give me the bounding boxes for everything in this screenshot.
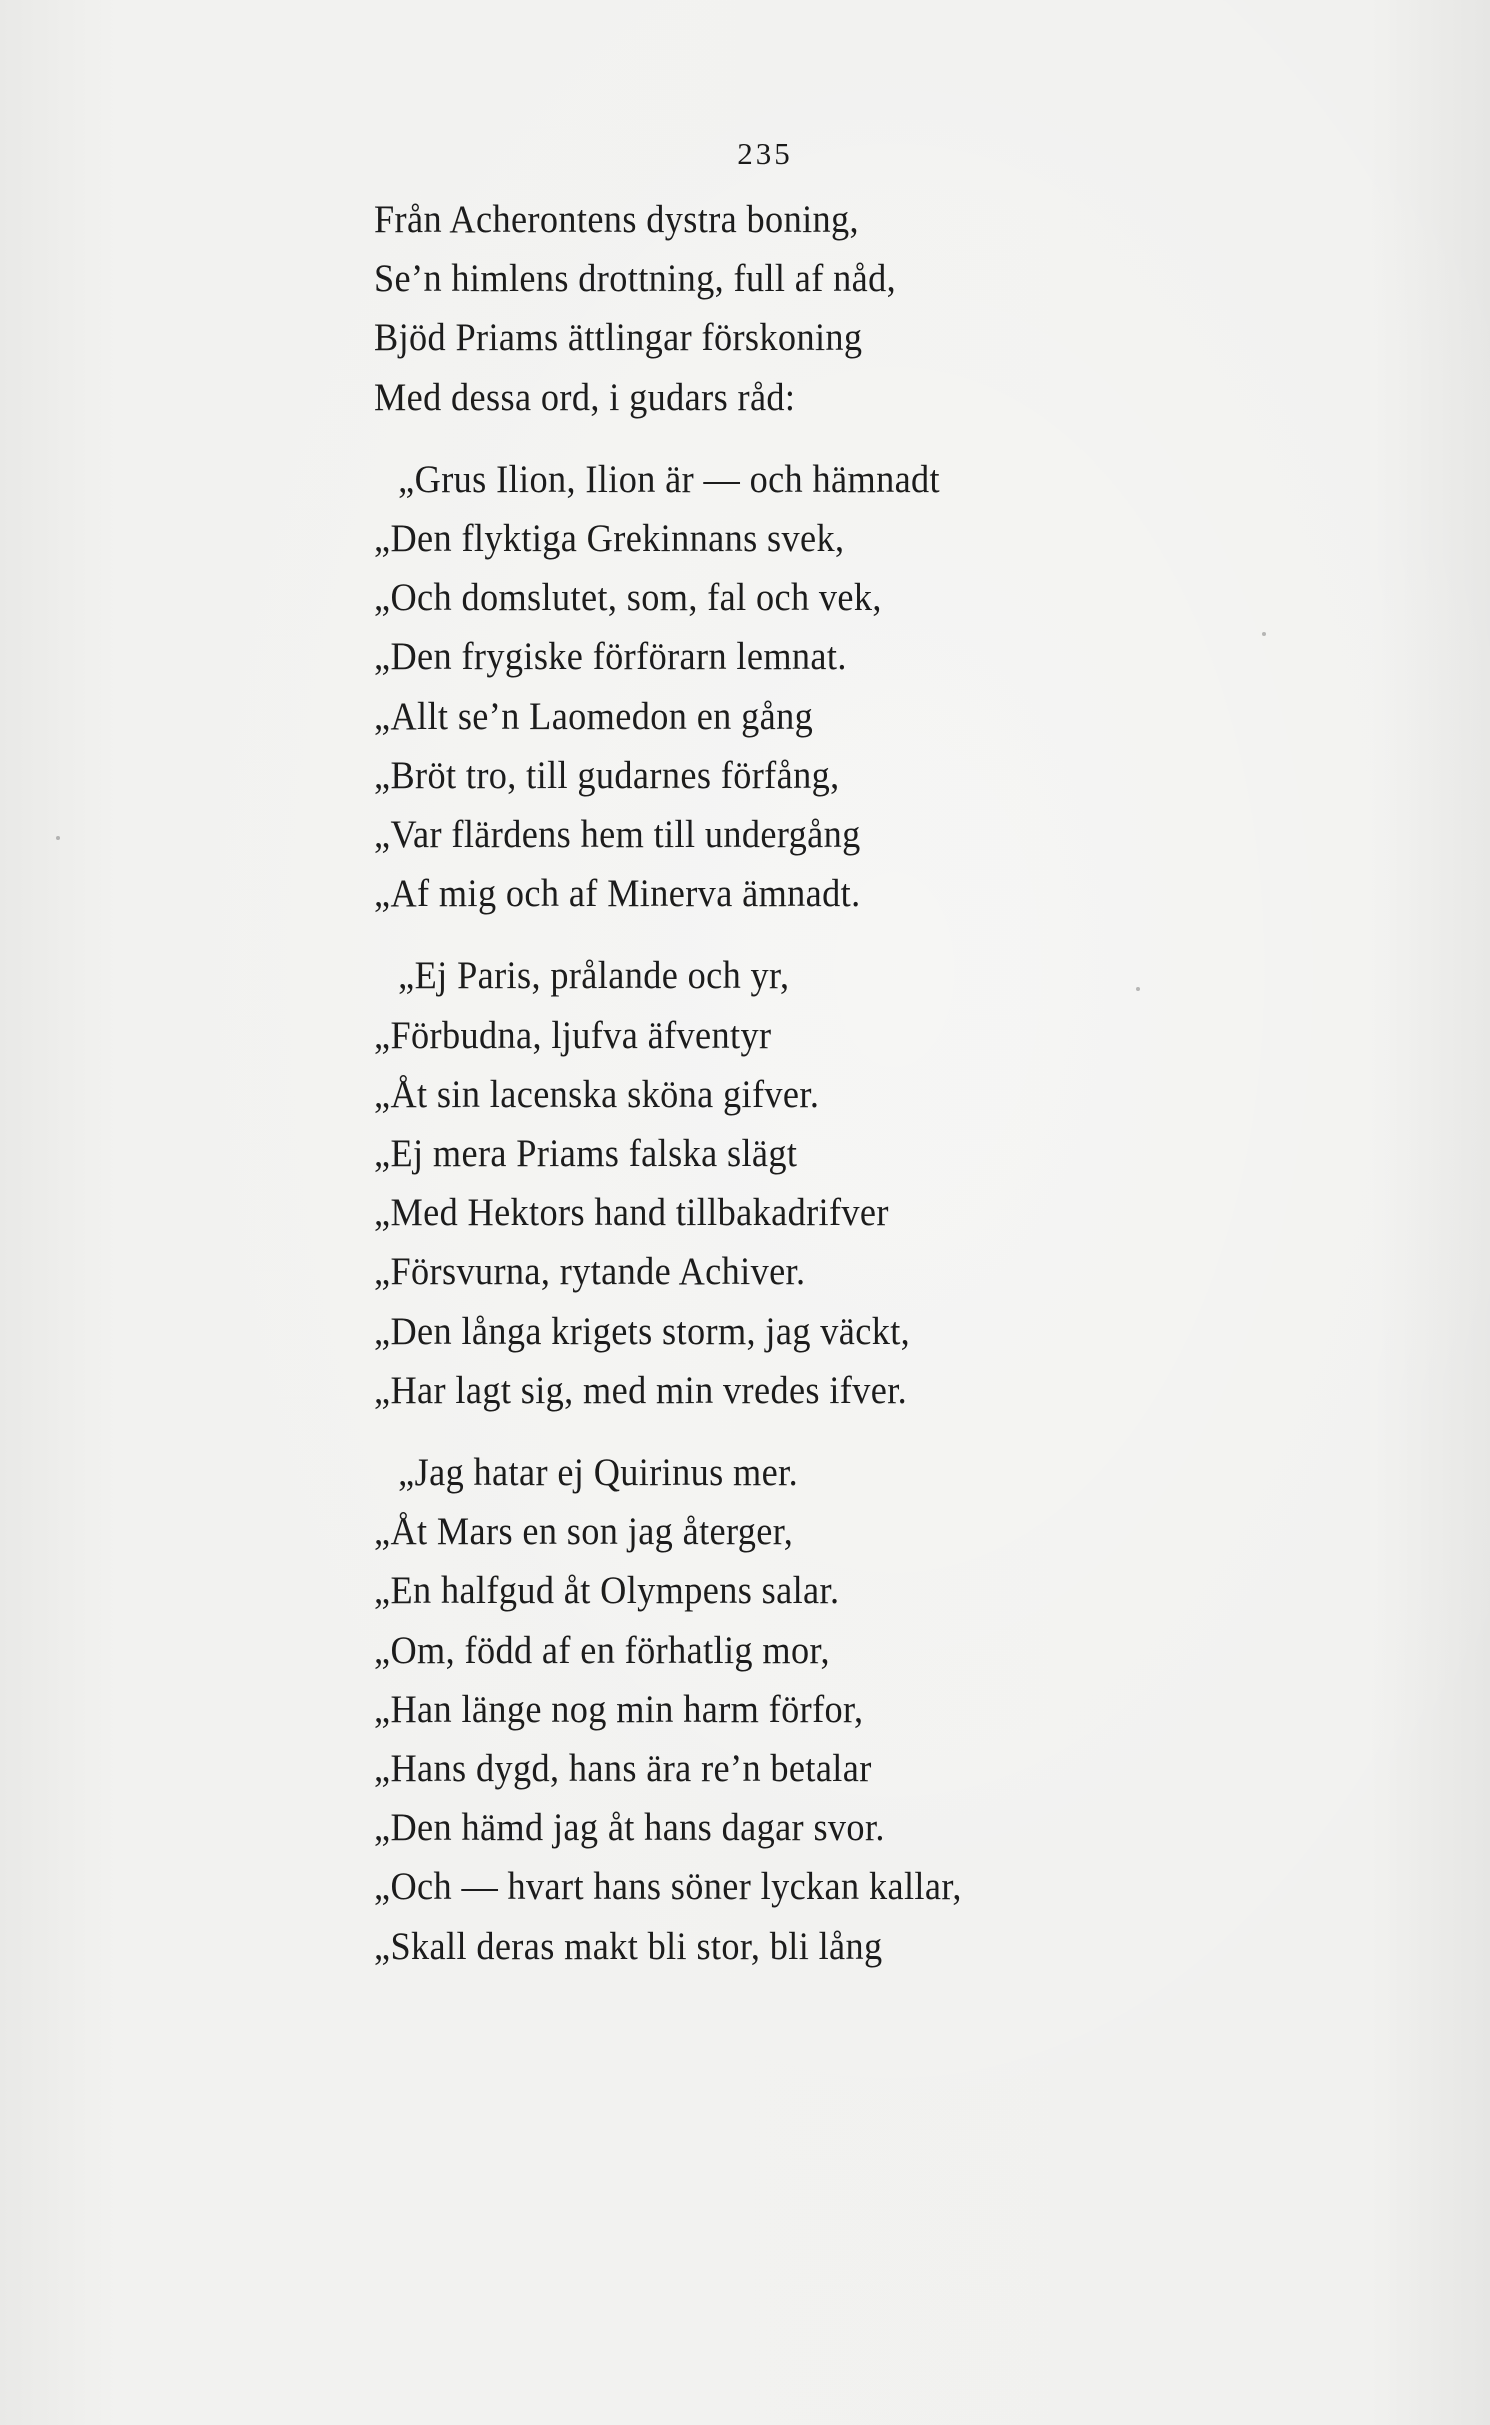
poem-line: „Åt sin lacenska sköna gifver.: [374, 1072, 820, 1116]
poem-line: „En halfgud åt Olympens salar.: [374, 1569, 840, 1613]
stanza-2: [374, 450, 1118, 924]
poem-line: „Bröt tro, till gudarnes förfång,: [374, 753, 840, 797]
poem-line: „Den långa krigets storm, jag väckt,: [374, 1309, 911, 1353]
poem-line: „Den frygiske förförarn lemnat.: [374, 635, 847, 679]
poem-line: „Jag hatar ej Quirinus mer.: [398, 1451, 799, 1495]
poem-line: „Ej mera Priams falska slägt: [374, 1132, 798, 1176]
poem-line: Se’n himlens drottning, full af nåd,: [374, 257, 897, 301]
poem-line: „Han länge nog min harm förfor,: [374, 1687, 864, 1731]
poem-line: „Förbudna, ljufva äfventyr: [374, 1013, 772, 1057]
poem-line: Med dessa ord, i gudars råd:: [374, 375, 796, 419]
paper-speck: [1262, 632, 1266, 636]
poem-text: [374, 190, 1118, 1976]
poem-line: „Var flärdens hem till undergång: [374, 813, 861, 857]
poem-line: „Hans dygd, hans ära re’n betalar: [374, 1747, 872, 1791]
poem-line: „Skall deras makt bli stor, bli lång: [374, 1924, 883, 1968]
poem-line: „Försvurna, rytande Achiver.: [374, 1250, 806, 1294]
poem-line: „Och domslutet, som, fal och vek,: [374, 576, 882, 620]
poem-line: „Allt se’n Laomedon en gång: [374, 694, 814, 738]
poem-line: „Åt Mars en son jag återger,: [374, 1510, 794, 1554]
stanza-3: [374, 946, 1118, 1420]
poem-line: Bjöd Priams ättlingar förskoning: [374, 316, 863, 360]
page-number: 235: [737, 136, 793, 171]
stanza-1: [374, 190, 1118, 427]
poem-line: „Om, född af en förhatlig mor,: [374, 1628, 830, 1672]
poem-line: „Och — hvart hans söner lyckan kallar,: [374, 1865, 962, 1909]
poem-line: „Ej Paris, prålande och yr,: [398, 954, 790, 998]
poem-line: „Den flyktiga Grekinnans svek,: [374, 517, 845, 561]
poem-line: „Af mig och af Minerva ämnadt.: [374, 872, 861, 916]
poem-line: „Den hämd jag åt hans dagar svor.: [374, 1806, 885, 1850]
paper-speck: [56, 836, 60, 840]
poem-line: „Med Hektors hand tillbakadrifver: [374, 1191, 889, 1235]
poem-line: „Grus Ilion, Ilion är — och hämnadt: [398, 457, 941, 501]
poem-line: Från Acherontens dystra boning,: [374, 198, 859, 241]
poem-line: „Har lagt sig, med min vredes ifver.: [374, 1368, 908, 1412]
stanza-4: [374, 1443, 1118, 1976]
paper-speck: [1136, 987, 1140, 991]
